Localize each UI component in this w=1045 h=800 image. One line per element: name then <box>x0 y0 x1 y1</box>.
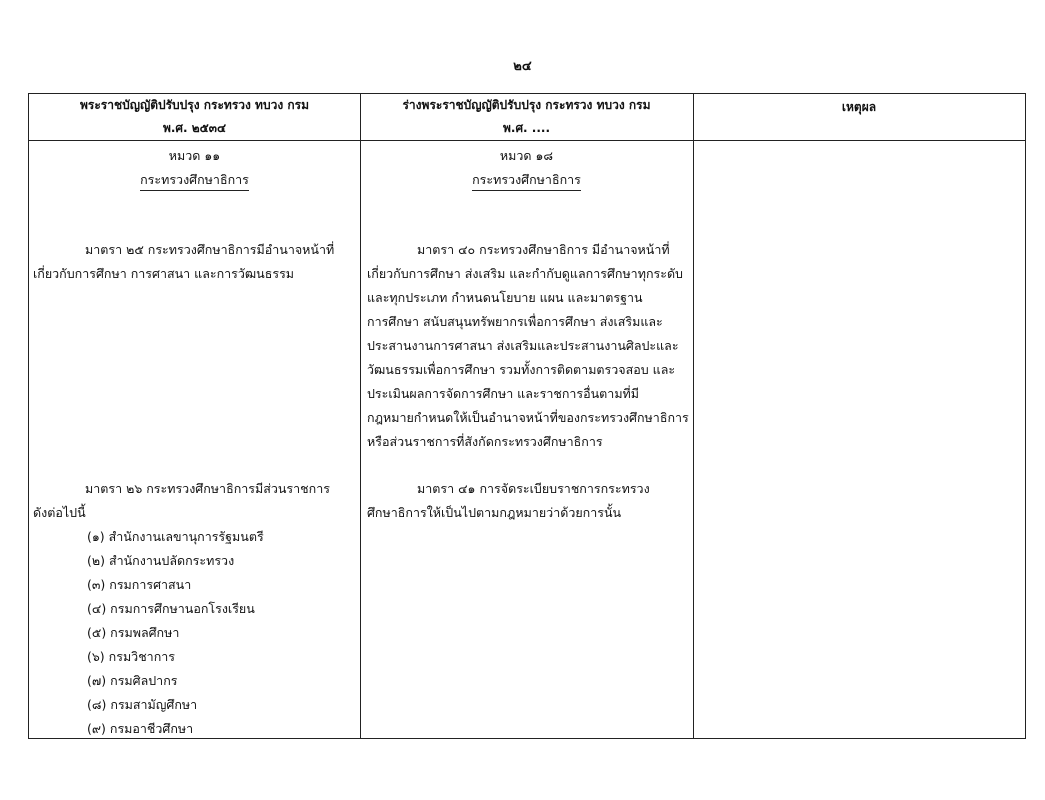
list-item: (๖) กรมวิชาการ <box>87 649 176 664</box>
middle-sec41-line2: ศึกษาธิการให้เป็นไปตามกฎหมายว่าด้วยการนั้น <box>367 505 622 520</box>
left-ministry-title: กระทรวงศึกษาธิการ <box>140 172 249 191</box>
middle-sec40-line: ประเมินผลการจัดการศึกษา และราชการอื่นตามที่มี <box>367 386 640 401</box>
header-reasons <box>693 94 1025 142</box>
middle-sec40-line: มาตรา ๔๐ กระทรวงศึกษาธิการ มีอำนาจหน้าที่ <box>417 242 670 257</box>
middle-sec40-line: หรือส่วนราชการที่สังกัดกระทรวงศึกษาธิการ <box>367 434 603 449</box>
header-line1: ร่างพระราชบัญญัติปรับปรุง กระทรวง ทบวง กรม <box>402 98 651 112</box>
list-item: (๓) กรมการศาสนา <box>87 577 192 592</box>
middle-sec41-line1: มาตรา ๔๑ การจัดระเบียบราชการกระทรวง <box>417 481 650 496</box>
middle-ministry-heading <box>360 170 693 190</box>
middle-sec40-line: กฎหมายกำหนดให้เป็นอำนาจหน้าที่ของกระทรวงศึกษาธิการ <box>367 410 689 425</box>
middle-ministry-title: กระทรวงศึกษาธิการ <box>472 172 581 191</box>
left-sec25-line1: มาตรา ๒๕ กระทรวงศึกษาธิการมีอำนาจหน้าที่ <box>85 242 335 257</box>
list-item: (๘) กรมสามัญศึกษา <box>87 697 198 712</box>
middle-sec40-line: เกี่ยวกับการศึกษา ส่งเสริม และกำกับดูแลการศึกษาทุกระดับ <box>367 266 683 281</box>
header-draft-act <box>360 94 693 140</box>
list-item: (๕) กรมพลศึกษา <box>87 625 180 640</box>
left-ministry-heading <box>29 170 360 190</box>
column-divider <box>693 94 694 738</box>
middle-sec40-line: ประสานงานการศาสนา ส่งเสริมและประสานงานศิลปะและ <box>367 338 679 353</box>
page-number: ๒๔ <box>513 59 532 74</box>
middle-sec40-line: และทุกประเภท กำหนดนโยบาย แผน และมาตรฐาน <box>367 290 643 305</box>
header-current-act <box>29 94 360 140</box>
middle-chapter: หมวด ๑๘ <box>499 148 554 163</box>
middle-sec40-line: วัฒนธรรมเพื่อการศึกษา รวมทั้งการติดตามตรวจสอบ และ <box>367 362 676 377</box>
column-divider <box>360 94 361 738</box>
left-sec25-line2: เกี่ยวกับการศึกษา การศาสนา และการวัฒนธรรม <box>33 266 295 281</box>
comparison-table <box>28 93 1026 739</box>
list-item: (๒) สำนักงานปลัดกระทรวง <box>87 553 235 568</box>
middle-sec40-line: การศึกษา สนับสนุนทรัพยากรเพื่อการศึกษา ส่งเสริมและ <box>367 314 663 329</box>
header-line1: เหตุผล <box>841 100 877 114</box>
list-item: (๗) กรมศิลปากร <box>87 673 178 688</box>
header-line1: พระราชบัญญัติปรับปรุง กระทรวง ทบวง กรม <box>80 98 309 112</box>
header-line2: พ.ศ. ๒๕๓๔ <box>162 121 227 135</box>
left-sec26-line1: มาตรา ๒๖ กระทรวงศึกษาธิการมีส่วนราชการ <box>85 481 330 496</box>
list-item: (๑) สำนักงานเลขานุการรัฐมนตรี <box>87 529 264 544</box>
left-chapter: หมวด ๑๑ <box>168 148 221 163</box>
left-sec26-line2: ดังต่อไปนี้ <box>33 505 86 520</box>
list-item: (๔) กรมการศึกษานอกโรงเรียน <box>87 601 255 616</box>
list-item: (๙) กรมอาชีวศึกษา <box>87 721 194 736</box>
header-line2: พ.ศ. .... <box>502 121 551 135</box>
